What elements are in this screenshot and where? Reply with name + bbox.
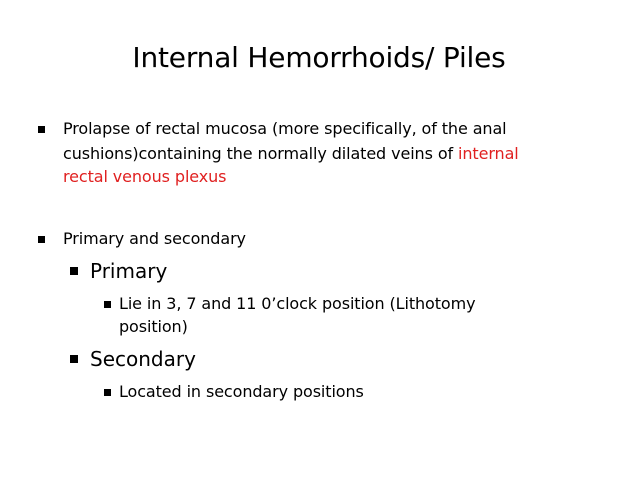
bullet-line	[63, 143, 519, 164]
bullet-line: position)	[119, 317, 188, 336]
slide-title: Internal Hemorrhoids/ Piles	[132, 41, 506, 74]
square-bullet-icon	[104, 389, 111, 396]
square-bullet-icon	[70, 355, 78, 363]
bullet-text: Primary and secondary	[63, 229, 246, 248]
square-bullet-icon	[38, 126, 45, 133]
bullet-text: Located in secondary positions	[119, 382, 364, 401]
bullet-line-highlight: rectal venous plexus	[63, 167, 227, 186]
square-bullet-icon	[38, 236, 45, 243]
bullet-line: Lie in 3, 7 and 11 0’clock position (Lithotomy	[119, 294, 476, 313]
bullet-line: Prolapse of rectal mucosa (more specifically, of the anal	[63, 119, 507, 138]
square-bullet-icon	[70, 267, 78, 275]
bullet-text: Secondary	[90, 347, 196, 371]
highlight-internal: internal	[458, 144, 519, 163]
square-bullet-icon	[104, 301, 111, 308]
bullet-text: Primary	[90, 259, 168, 283]
bullet-line-text: cushions)containing the normally dilated veins of	[63, 144, 459, 163]
